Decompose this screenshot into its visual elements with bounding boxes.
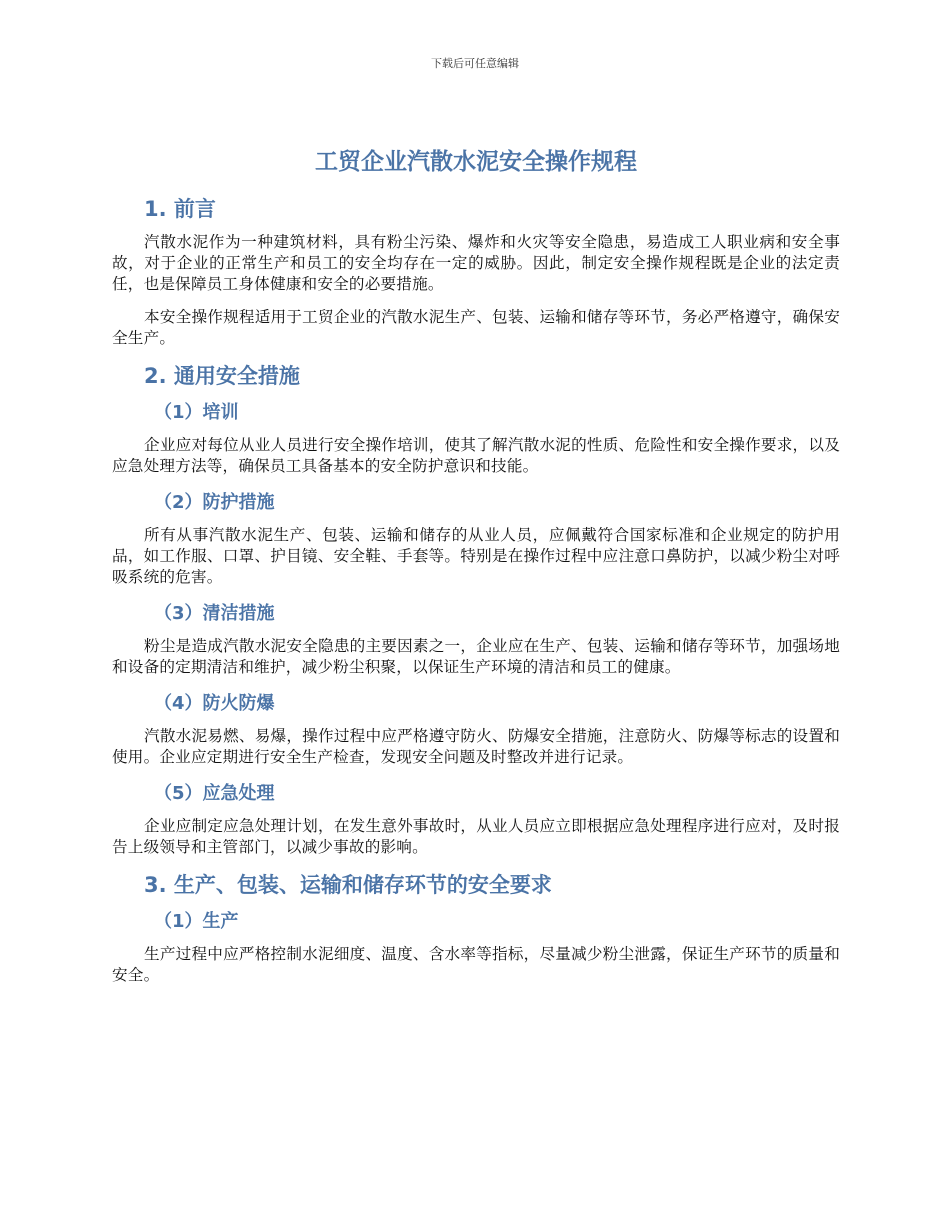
subsection-paragraph-training: 企业应对每位从业人员进行安全操作培训，使其了解汽散水泥的性质、危险性和安全操作要求，以及应急处理方法等，确保员工具备基本的安全防护意识和技能。 bbox=[112, 436, 840, 475]
document-body bbox=[112, 146, 840, 998]
subsection-heading-protection: （2）防护措施 bbox=[154, 492, 275, 513]
subsection-paragraph-protection: 所有从事汽散水泥生产、包装、运输和储存的从业人员，应佩戴符合国家标准和企业规定的防护用品，如工作服、口罩、护目镜、安全鞋、手套等。特别是在操作过程中应注意口鼻防护，以减少粉尘对呼吸系统的危害。 bbox=[112, 526, 840, 586]
section-heading-2: 2. 通用安全措施 bbox=[144, 364, 300, 388]
subsection-paragraph-emergency: 企业应制定应急处理计划，在发生意外事故时，从业人员应立即根据应急处理程序进行应对，及时报告上级领导和主管部门，以减少事故的影响。 bbox=[112, 817, 840, 856]
section-1-paragraph-2: 本安全操作规程适用于工贸企业的汽散水泥生产、包装、运输和储存等环节，务必严格遵守，确保安全生产。 bbox=[112, 308, 840, 347]
subsection-heading-fire: （4）防火防爆 bbox=[154, 693, 275, 714]
subsection-heading-emergency: （5）应急处理 bbox=[154, 783, 275, 804]
document-title: 工贸企业汽散水泥安全操作规程 bbox=[315, 149, 637, 175]
section-heading-1: 1. 前言 bbox=[144, 197, 216, 221]
header-note: 下载后可任意编辑 bbox=[431, 57, 519, 70]
section-1-paragraph-1: 汽散水泥作为一种建筑材料，具有粉尘污染、爆炸和火灾等安全隐患，易造成工人职业病和安全事故，对于企业的正常生产和员工的安全均存在一定的威胁。因此，制定安全操作规程既是企业的法定责任，也是保障员工身体健康和安全的必要措施。 bbox=[112, 233, 840, 293]
subsection-heading-training: （1）培训 bbox=[154, 402, 239, 423]
subsection-heading-production: （1）生产 bbox=[154, 911, 239, 932]
subsection-paragraph-production: 生产过程中应严格控制水泥细度、温度、含水率等指标，尽量减少粉尘泄露，保证生产环节的质量和安全。 bbox=[112, 945, 840, 984]
subsection-paragraph-cleaning: 粉尘是造成汽散水泥安全隐患的主要因素之一，企业应在生产、包装、运输和储存等环节，加强场地和设备的定期清洁和维护，减少粉尘积聚，以保证生产环境的清洁和员工的健康。 bbox=[112, 637, 840, 676]
subsection-paragraph-fire: 汽散水泥易燃、易爆，操作过程中应严格遵守防火、防爆安全措施，注意防火、防爆等标志的设置和使用。企业应定期进行安全生产检查，发现安全问题及时整改并进行记录。 bbox=[112, 727, 840, 766]
subsection-heading-cleaning: （3）清洁措施 bbox=[154, 603, 275, 624]
section-heading-3: 3. 生产、包装、运输和储存环节的安全要求 bbox=[144, 873, 552, 897]
